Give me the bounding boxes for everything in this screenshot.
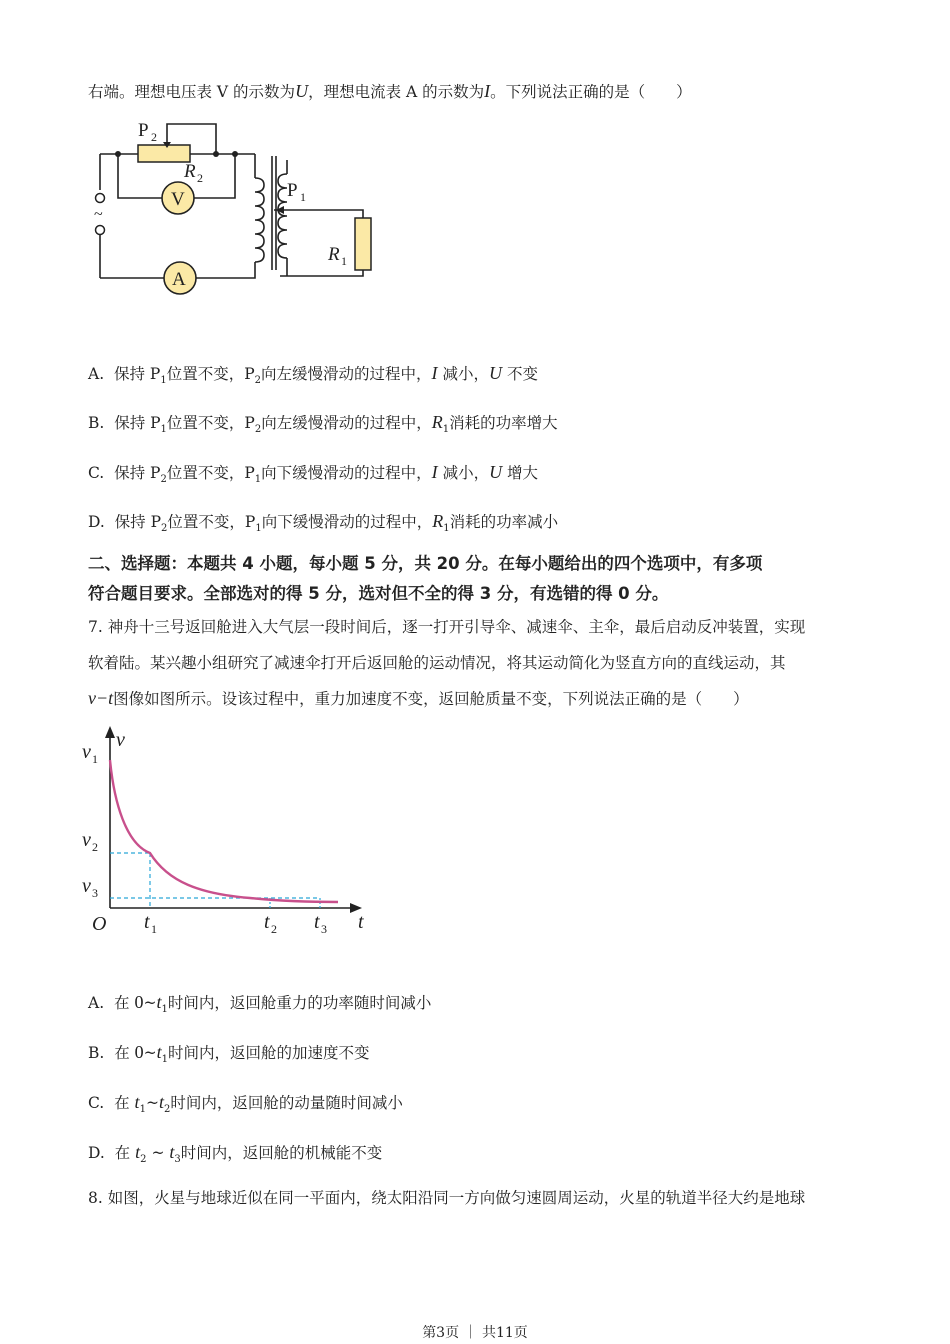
subscript: 1 (160, 375, 167, 387)
y-tick-label-sub: 3 (92, 886, 98, 900)
expr: 0 (134, 992, 144, 1012)
x-tick-label-sub: 1 (151, 922, 157, 936)
origin-label: O (92, 913, 107, 935)
subscript: 1 (443, 523, 450, 535)
y-tick-label: v (82, 829, 91, 851)
ammeter-label: A (172, 269, 186, 290)
var: I (431, 363, 438, 383)
circuit-diagram (80, 112, 390, 312)
subscript: 1 (161, 1054, 169, 1066)
expr: t (134, 1092, 140, 1112)
page-footer: 第3页 ｜ 共11页 (422, 1325, 528, 1341)
expr: 0 (134, 1042, 144, 1062)
var-I: I (484, 81, 491, 101)
option-text: 时间内，返回舱重力的功率随时间减小 (167, 994, 432, 1012)
y-tick-label: v (82, 875, 91, 897)
expr: t (169, 1142, 175, 1162)
subscript: 1 (139, 1104, 146, 1116)
subscript: 2 (254, 424, 262, 436)
option-label: A. (88, 365, 105, 383)
option-text: 在 (114, 1044, 130, 1062)
y-tick-label-sub: 1 (92, 752, 98, 766)
q7-line2: 软着陆。某兴趣小组研究了减速伞打开后返回舱的运动情况，将其运动简化为竖直方向的直线运动，其 (88, 654, 786, 672)
option-label: A. (88, 994, 105, 1012)
option-text: 减小， (442, 464, 490, 482)
label-P1: P (287, 180, 298, 201)
option-text: 向下缓慢滑动的过程中， (261, 513, 433, 531)
y-axis-label: v (116, 729, 125, 751)
option-text: 消耗的功率减小 (449, 513, 559, 531)
var-U: U (295, 81, 309, 101)
tilde: ~ (145, 1094, 159, 1112)
option-text: 在 (114, 1144, 131, 1162)
option-text: 位置不变，P (166, 464, 255, 482)
subscript: 1 (255, 523, 262, 535)
vt-chart (80, 722, 380, 944)
option-text: 保持 P (114, 464, 161, 482)
option-text: 保持 P (113, 365, 161, 383)
vt-expression: v−t (88, 688, 114, 708)
option-label: D. (88, 513, 105, 531)
section-heading-line1: 二、选择题：本题共 4 小题，每小题 5 分，共 20 分。在每小题给出的四个选项中，有多项 (88, 554, 763, 573)
option-label: C. (88, 1094, 105, 1112)
q6-stem-part: ，理想电流表 A 的示数为 (308, 83, 485, 101)
x-tick-label: t (264, 911, 270, 933)
q6-option-b (88, 411, 558, 435)
option-text: 减小， (442, 365, 489, 383)
option-label: B. (88, 1044, 105, 1062)
x-tick-label-sub: 2 (271, 922, 277, 936)
var: U (489, 462, 503, 482)
q7-line3-text: 图像如图所示。设该过程中，重力加速度不变，返回舱质量不变，下列说法正确的是（ ） (113, 690, 749, 708)
voltmeter-label: V (171, 189, 185, 210)
label-P2-sub: 2 (151, 130, 157, 144)
option-label: B. (88, 414, 105, 432)
var: R (431, 412, 443, 432)
option-text: 时间内，返回舱的机械能不变 (180, 1144, 383, 1162)
option-text: 增大 (507, 464, 539, 482)
x-tick-label: t (314, 911, 320, 933)
label-R2-sub: 2 (197, 171, 203, 185)
q6-stem-part: 右端。理想电压表 V 的示数为 (88, 83, 296, 101)
option-text: 向左缓慢滑动的过程中， (261, 414, 432, 432)
expr: t (135, 1142, 141, 1162)
option-text: 向下缓慢滑动的过程中， (261, 464, 432, 482)
option-text: 时间内，返回舱的动量随时间减小 (170, 1094, 403, 1112)
y-tick-label: v (82, 741, 91, 763)
label-P1-sub: 1 (300, 190, 306, 204)
tilde: ~ (143, 994, 157, 1012)
q6-option-d (88, 510, 558, 534)
option-label: C. (88, 464, 105, 482)
tilde: ~ (151, 1144, 165, 1162)
x-axis-label: t (358, 911, 364, 933)
option-text: 向左缓慢滑动的过程中， (261, 365, 432, 383)
tilde: ~ (143, 1044, 157, 1062)
option-text: 保持 P (114, 414, 161, 432)
option-text: 保持 P (114, 513, 162, 531)
subscript: 2 (160, 474, 167, 486)
expr: t (156, 992, 162, 1012)
label-P2: P (138, 120, 149, 141)
expr: t (156, 1042, 162, 1062)
subscript: 1 (160, 424, 167, 436)
subscript: 1 (161, 1004, 168, 1016)
option-text: 位置不变，P (166, 365, 255, 383)
option-text: 位置不变，P (166, 414, 255, 432)
ac-symbol: ~ (94, 206, 103, 223)
var: R (432, 511, 444, 531)
vt-curve (110, 760, 338, 902)
var: U (489, 363, 502, 383)
option-text: 消耗的功率增大 (449, 414, 558, 432)
q7-option-b (88, 1041, 370, 1065)
q6-option-c (88, 461, 538, 485)
subscript: 2 (161, 523, 168, 535)
subscript: 1 (254, 474, 262, 486)
q7-option-c (88, 1091, 403, 1115)
option-text: 位置不变，P (167, 513, 256, 531)
y-axis-arrow (105, 726, 115, 738)
subscript: 2 (254, 375, 262, 387)
label-R2: R (184, 161, 196, 182)
label-R1-sub: 1 (341, 254, 347, 268)
subscript: 1 (442, 424, 450, 436)
expr: t (158, 1092, 164, 1112)
q7-line1: 7. 神舟十三号返回舱进入大气层一段时间后，逐一打开引导伞、减速伞、主伞，最后启动反冲装置，实现 (88, 618, 806, 636)
subscript: 3 (174, 1154, 181, 1166)
y-tick-label-sub: 2 (92, 840, 98, 854)
q7-option-a (88, 991, 431, 1015)
var: I (431, 462, 438, 482)
x-tick-label: t (144, 911, 150, 933)
section-heading-line2: 符合题目要求。全部选对的得 5 分，选对但不全的得 3 分，有选错的得 0 分。 (88, 584, 669, 603)
option-label: D. (88, 1144, 105, 1162)
q6-stem (88, 80, 692, 102)
q7-line3 (88, 687, 749, 709)
option-text: 在 (114, 1094, 130, 1112)
x-tick-label-sub: 3 (321, 922, 327, 936)
q7-option-d (88, 1141, 382, 1165)
option-text: 不变 (506, 365, 538, 383)
label-R1: R (328, 244, 340, 265)
option-text: 在 (113, 994, 130, 1012)
q6-stem-part: 。下列说法正确的是（ ） (490, 83, 692, 101)
q6-option-a (88, 362, 538, 386)
subscript: 2 (140, 1154, 147, 1166)
subscript: 2 (163, 1104, 171, 1116)
q8-line1: 8. 如图，火星与地球近似在同一平面内，绕太阳沿同一方向做匀速圆周运动，火星的轨道半径大约是地球 (88, 1189, 806, 1207)
option-text: 时间内，返回舱的加速度不变 (168, 1044, 370, 1062)
